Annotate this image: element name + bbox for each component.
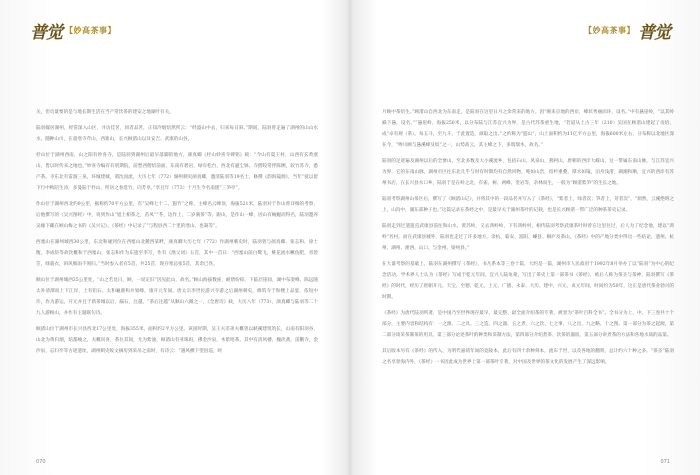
paragraph: 月映中茶焙生。”顾渚山自西北为东南走，是陆羽在这里日月之余常来的地方。因“刚来京地的西岸，峰状秀丽而环，设名。”中有悬崖岭，“以其岭巅下悬，设名。”“悬崖岭，海拔250米，以分布陆与江苏宜兴为界，是古代苏茶重生地，“若道从上古三年（210）吴国在顾渚山建起了贡焙，成”卓有规（茶）。每五斗，至九斗，于此置造，颜取之出。”之约称为“遐山”，山上面积约为11亿平方公里，海拔600米左右，分布称以北地区深在今，“哞川顾与悬溪峰及坂”之一，山势高云，其主峰之下，多瑞瑞木，故名。” — [382, 110, 674, 149]
brand-logo: 普觉 — [30, 22, 62, 43]
paragraph: 西塞山在湖州城西30公里，东北和碰到位在西塞山北麓西某畔，颜真卿大历七年（772）作湖州刺史时，陆羽曾与颜真卿、张志和、徐士衡，李成矩等故饮概和于西塞山，张志和作为东遗至李写，作有《渔父词》五首，其中一首日：“西塞山前白鹭飞，桃花流水鳜鱼肥，青箬笠，绿蓑衣，斜风细雨不须归。”当时参入者有5首，共25首，现存寒总张5首，其余已佚。 — [36, 239, 318, 267]
paragraph: 作山位于湖州西北约9公里，据称约70平方公里，有“吴峰七十二，遐竹”之称，主峰名云峰顶，海拔521米，陆羽对于作山曾详细的考察，后他撰写的《吴兴图经》中，说到作山“旭士相茶之，苗凤”“苓，边作上，二岁满茶”等。跟山，是作山一峰，因山有蜿蜒而得名，陆羽邀养吴缘下藏在顾山梅之书的《吴兴记》。《茶经》中记录了“与程县西二十里的寒山、也凝等”。 — [36, 201, 318, 229]
right-body-text — [382, 107, 674, 373]
paragraph: 陆羽走到过遗遗直武康县前往和山水，黄苏岭，又去鸿岭岭，下有鸿岭村，相传陆羽考察武康茶叶时曾在这里住过，后人为了纪念他，建以“鸿岭”名村。而在武康县城外，陆羽也走过了许多地方，余杭、临安、富阳、嵊县、桐庐及茶山，《茶经》中的产地分类中得出一些结论，遗州、杭州、湖州、浙西、山口、与金州、梁州县。” — [382, 223, 674, 252]
paragraph: 《茶经》为唐代陆羽所著，是中国乃至世界现存最早、最完整、最全面介绍茶的专著，被誉为“茶叶百科全书”。全书分为上、中、下三卷共十个部分，主要内容和结构有：一之源、二之具、三之造、四之器、五之煮、六之饮、七之事、八之出、九之略、十之图。第一部分为茶之起源，第二部分谈采茶制茶的用具，第三部分论述茶叶的种类和采制方法，第四部分介绍煮茶、饮茶的器皿，第五部分讲煮茶的方法和各地水质的品第。 — [382, 310, 674, 339]
section-tag: 【妙高茶事】 — [584, 24, 635, 35]
page-number: 070 — [36, 459, 46, 465]
paragraph: 关，但贡量要的是与地长期生活在当产常饮茶的建安之地湖叶有关。 — [36, 110, 174, 115]
left-body-text — [36, 107, 318, 362]
paragraph: 杼山位于湖州西南，山之阳有妙喜寺，是陆羽到湖州后最早落脚的地方，颜真卿《杼山妙喜寺碑铭》载：“今山有夏王村，山西有玄黄塞山，皆以时传来之地也。”妙喜寺编有有别期院，前塑西僧焙前面，东南有碧岩，绿有松台，西北有避尘钵。寺僧皎常伴陈侧，较竹苏寺，悉产茶。寺东北有雷涸三泉，环城建城，谓沈而流，大历七年（772）湖州刺史颜真卿，邀清陆羽等19名士，修撰《韵海镜源》，当年“爱以留下行中秋陪生涛，多曼陆于杼山，所居之春选竹。向芳阜，”享且年（773）十月生今名南建“三笋亭”。 — [36, 152, 318, 191]
page-number: 071 — [660, 459, 670, 465]
paragraph: 顾渚山位于湖州市长兴县西北17公里处，海拔355米，面积约2平方公里。该国时期，吴王夫差弟夫概曾以峡溪建筑筑长，山南有阳羽谷，山北为黄归烟，焙都峻之，夫概问喜，茶住其间，尤为紫油，顾渚山有亚珠吗，佛金沙泉，木紫唔茶。其中有清风楼，槐淡斋，雷鹏寺，金沙泉，忘归亭等古迹遗址，湖州刺史蛟文摘房到采吊之南时，有诗云：“遇风横下望因巡，时 — [36, 326, 318, 354]
paragraph: 陆羽的足迹遍及湖州以后的全要山，至北多数及大小溪流乡，包括石山，风泉山，燕阿山，唐朝的西岸大嵘山，这一带属东南山脉，与江苏宜兴为界，它的东南山脉，湖州市区往东北几乎与时有时期均有自然风物，吨如山峦，焙杉重叠，潭水如镜，泊舟浅渚，湖湘和顺，宜兴的西岸有苏州书店，在长兴县水口乡，陆羽于是在岭之北，有雀、树、两峰、奎岩等，杂林而生，一般为“顾渚紫笋”的生长之地。 — [382, 159, 674, 187]
paragraph: 其后版本另有《茶经》的传入，为明代嘉靖年间的竟陵本，此后有四十余种刻本，流布于世，以及各地的翻刻，总计约六十种之多。“茶圣”陆羽之名享誉海内外，《茶经》一书因此成为世界上第一部茶叶专著，对中国及世界的茶文化的发展产生了深远影响。 — [382, 348, 674, 365]
right-running-head — [584, 20, 670, 43]
paragraph: 陆羽嫁居湖州，经常深入山区，寻访佳茗，同者品茗，正知冷烟焙然所云：“经盛山中去，归来每日斜。”期间，陆羽曾走遍了湖州的山山水水，随种山川，在童寒寺芹山，西寨山，长兴顾渚山以及安吉、武康的山谷。 — [36, 125, 318, 142]
section-tag: 【妙高茶事】 — [65, 24, 116, 35]
paragraph: 陆羽考察湖州山茶区后，撰写了《顾渚山记》，并将其中的一段品茗并写入了《茶经》，“紫者上，绿者次；笋者上，芽者次”，“洞然，云溪绝明之上，山沟中，湖东部种子也。”这篇记录在茶经之中，是最早关于湖州茶叶的记载，也是长兴顾渚一带广泛的种茶茶史记录。 — [382, 197, 674, 214]
brand-logo: 普觉 — [638, 22, 670, 43]
left-running-head — [30, 20, 116, 43]
right-page — [350, 0, 700, 475]
paragraph: 顾山位于湖州城西35公里处，“山之若見曰，顾，一说定旧”因见此山，故名。”顾山海拔数座，峡碧纷掠，下临层崖间，湖中布澄峰，陈远随太补清潭而上下江岸，上有铅石，太和龜鹿和并划峰，康开元年间，唐太宗李世民游兴寺游之后湖州刺史，修筑寺于和楼上品宴，依短中许，作为游运，开元并且于新茶城以后，漏石，注越，“茶后注越”从顺山六阁之一，《全唐诗》载，大历八年（773），颜真卿与陆羽等二十九人游顾山，并作有主题联句诗。 — [36, 277, 318, 316]
paragraph: 在大量考察的基础上，陆羽在湖州撰写《茶经》，书凡系本等三卷十篇，大约是一篇，湖州市人民政府于1992年8月举办了以“陆羽”为中心的纪念活动，学术界人士认为《茶经》写成于乾元年间，宜兴人陆龟蒙，写出了茶史上第一部茶书《茶经》，被后人称为茶圣与茶神，陆羽撰写《茶经》的时代，经历了唐朝开元、天宝、至德、乾元、上元、广德、永泰、大历、建中、兴元、贞元年间，时间约为50年，这正是唐代茶业勃兴的时期。 — [382, 261, 674, 301]
